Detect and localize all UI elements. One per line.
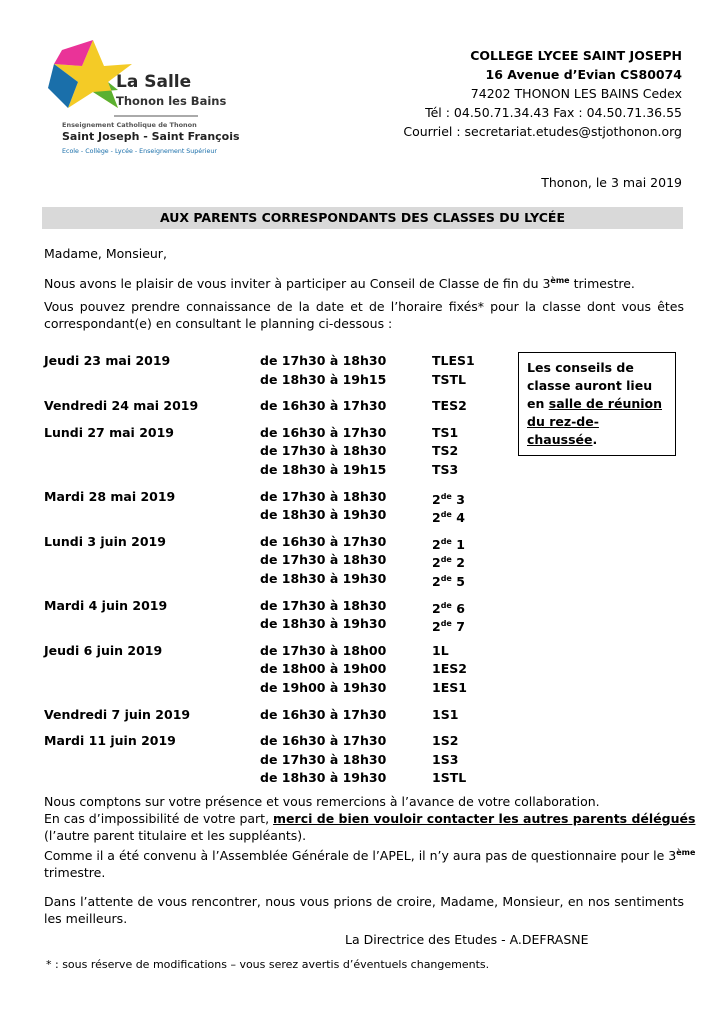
- class-name: TES2: [432, 398, 467, 414]
- schedule-row: [44, 642, 504, 661]
- invite-paragraph: [44, 272, 635, 292]
- schedule-date: Jeudi 23 mai 2019: [44, 353, 171, 368]
- class-name: 2: [432, 555, 441, 571]
- schedule-time: de 18h30 à 19h15: [260, 371, 387, 387]
- schedule-class: [432, 706, 504, 725]
- schedule-day: [44, 488, 504, 525]
- closing-line-5: trimestre.: [44, 865, 106, 881]
- schedule-day: [44, 424, 504, 480]
- schedule-row: [44, 551, 504, 570]
- class-name: 2: [432, 510, 441, 526]
- letter-date: Thonon, le 3 mai 2019: [541, 175, 682, 190]
- schedule-class: [432, 570, 504, 589]
- footnote: * : sous réserve de modifications – vous serez avertis d’éventuels changements.: [46, 958, 490, 971]
- schedule-row: [44, 352, 504, 371]
- location-note: [518, 352, 676, 456]
- schedule-time: de 17h30 à 18h30: [260, 597, 387, 613]
- schedule-row: [44, 615, 504, 634]
- schedule-date: [44, 679, 260, 698]
- schedule-date: Lundi 27 mai 2019: [44, 424, 174, 440]
- schedule-date: [44, 660, 260, 679]
- schedule-time: de 17h30 à 18h30: [260, 488, 387, 504]
- schedule-row: [44, 533, 504, 552]
- address-street: 16 Avenue d’Evian CS80074: [485, 67, 682, 82]
- class-number: 5: [451, 574, 465, 590]
- schedule-class: [432, 506, 504, 525]
- class-name: 2: [432, 600, 441, 616]
- invite-text: Nous avons le plaisir de vous inviter à participer au Conseil de Classe de fin du 3: [44, 276, 551, 292]
- schedule-row: [44, 506, 504, 525]
- class-name: 1S1: [432, 706, 459, 722]
- schedule-class: [432, 533, 504, 552]
- contact-parents-text: merci de bien vouloir contacter les autres parents délégués: [273, 811, 696, 826]
- invite-sup: ème: [550, 276, 570, 285]
- schedule-row: [44, 732, 504, 751]
- schedule-time: de 18h30 à 19h30: [260, 570, 387, 586]
- schedule-day: [44, 533, 504, 589]
- class-name: TLES1: [432, 353, 475, 368]
- schedule-date: [44, 751, 260, 770]
- closing-line-1: Nous comptons sur votre présence et vous remercions à l’avance de votre collaboration.: [44, 794, 600, 809]
- schedule-time: de 18h30 à 19h30: [260, 770, 387, 786]
- closing-line-2a: En cas d’impossibilité de votre part,: [44, 811, 274, 826]
- schedule-row: [44, 397, 504, 416]
- schedule-class: [432, 442, 504, 461]
- class-name: 1L: [432, 642, 449, 658]
- class-sup: de: [440, 555, 452, 565]
- class-name: 1ES1: [432, 679, 467, 695]
- address-city: 74202 THONON LES BAINS Cedex: [470, 86, 682, 101]
- class-name: 1ES2: [432, 661, 467, 677]
- class-name: 2: [432, 536, 441, 552]
- class-sup: de: [440, 573, 452, 583]
- class-sup: de: [440, 491, 452, 501]
- logo-place: Thonon les Bains: [116, 94, 227, 108]
- schedule-class: [432, 660, 504, 679]
- closing-line-2: [44, 810, 696, 827]
- schedule-date: Mardi 4 juin 2019: [44, 597, 168, 613]
- logo-tagline: Enseignement Catholique de Thonon: [62, 121, 197, 129]
- schedule-date: [44, 442, 260, 461]
- note-period: .: [592, 432, 598, 447]
- schedule-row: [44, 660, 504, 679]
- schedule-row: [44, 769, 504, 788]
- schedule-time: de 19h00 à 19h30: [260, 679, 387, 695]
- schedule-time: de 18h30 à 19h30: [260, 507, 387, 523]
- schedule-date: [44, 461, 260, 480]
- schedule-date: Jeudi 6 juin 2019: [44, 642, 163, 658]
- schedule-class: [432, 397, 504, 416]
- class-name: 1S2: [432, 733, 459, 749]
- logo-levels: Ecole - Collège - Lycée - Enseignement Supérieur: [62, 148, 217, 155]
- schedule-time: de 17h30 à 18h30: [260, 353, 387, 368]
- schedule-class: [432, 769, 504, 788]
- class-name: 2: [432, 491, 441, 507]
- note-location: salle de réunion du rez-de-chaussée: [527, 396, 663, 447]
- class-number: 6: [451, 600, 465, 616]
- class-sup: de: [440, 600, 452, 610]
- schedule-class: [432, 461, 504, 480]
- logo-name: La Salle: [116, 72, 192, 92]
- class-sup: de: [440, 510, 452, 520]
- school-name: COLLEGE LYCEE SAINT JOSEPH: [470, 48, 682, 63]
- schedule-day: [44, 597, 504, 634]
- class-name: 1STL: [432, 770, 467, 786]
- schedule-class: [432, 597, 504, 616]
- schedule-date: [44, 551, 260, 570]
- schedule-day: [44, 397, 504, 416]
- salutation: Madame, Monsieur,: [44, 246, 167, 261]
- schedule-class: [432, 642, 504, 661]
- class-number: 4: [451, 510, 465, 526]
- schedule-date: Vendredi 24 mai 2019: [44, 398, 199, 414]
- schedule-date: [44, 615, 260, 634]
- schedule-time: de 17h30 à 18h30: [260, 552, 387, 568]
- schedule-time: de 16h30 à 17h30: [260, 424, 387, 440]
- schedule-class: [432, 751, 504, 770]
- schedule-class: [432, 551, 504, 570]
- schedule-row: [44, 488, 504, 507]
- schedule-date: [44, 371, 260, 390]
- schedule-date: [44, 506, 260, 525]
- class-sup: de: [440, 536, 452, 546]
- class-sup: de: [440, 619, 452, 629]
- schedule-class: [432, 732, 504, 751]
- class-name: TSTL: [432, 371, 467, 387]
- closing-line-4a: Comme il a été convenu à l’Assemblée Générale de l’APEL, il n’y aura pas de questionnaire pour le 3: [44, 848, 677, 864]
- schedule-day: [44, 352, 504, 389]
- schedule-day: [44, 706, 504, 725]
- class-name: 1S3: [432, 751, 459, 767]
- closing-sup: ème: [676, 848, 696, 857]
- school-address: [403, 46, 682, 141]
- logo-schools: Saint Joseph - Saint François: [62, 130, 240, 143]
- class-name: 2: [432, 619, 441, 635]
- class-number: 1: [451, 536, 465, 552]
- class-name: TS3: [432, 461, 459, 477]
- schedule-table: [44, 352, 504, 796]
- schedule-time: de 16h30 à 17h30: [260, 398, 387, 414]
- schedule-date: Lundi 3 juin 2019: [44, 533, 166, 549]
- schedule-class: [432, 371, 504, 390]
- schedule-class: [432, 615, 504, 634]
- schedule-row: [44, 371, 504, 390]
- class-number: 2: [451, 555, 465, 571]
- schedule-date: [44, 769, 260, 788]
- signature: La Directrice des Etudes - A.DEFRASNE: [345, 932, 589, 947]
- schedule-row: [44, 679, 504, 698]
- schedule-row: [44, 442, 504, 461]
- regards-paragraph: Dans l’attente de vous rencontrer, nous vous prions de croire, Madame, Monsieur, en nos sentiments les meilleurs.: [44, 894, 684, 926]
- schedule-day: [44, 642, 504, 698]
- schedule-time: de 17h30 à 18h30: [260, 443, 387, 459]
- planning-paragraph: Vous pouvez prendre connaissance de la date et de l’horaire fixés* pour la classe dont vous êtes correspondant(e) en consultant le planning ci-dessous :: [44, 299, 684, 331]
- class-name: 2: [432, 574, 441, 590]
- schedule-date: Mardi 11 juin 2019: [44, 733, 176, 749]
- class-name: TS2: [432, 443, 459, 459]
- schedule-time: de 17h30 à 18h00: [260, 642, 387, 658]
- schedule-date: [44, 570, 260, 589]
- email: Courriel : secretariat.etudes@stjothonon.org: [403, 124, 682, 139]
- schedule-time: de 18h30 à 19h15: [260, 461, 387, 477]
- schedule-row: [44, 570, 504, 589]
- class-number: 3: [451, 491, 465, 507]
- schedule-row: [44, 461, 504, 480]
- schedule-class: [432, 424, 504, 443]
- note-text: Les conseils de classe auront lieu en: [527, 360, 653, 411]
- schedule-time: de 16h30 à 17h30: [260, 706, 387, 722]
- letter-banner: AUX PARENTS CORRESPONDANTS DES CLASSES DU LYCÉE: [42, 207, 683, 229]
- schedule-row: [44, 424, 504, 443]
- schedule-time: de 17h30 à 18h30: [260, 751, 387, 767]
- schedule-day: [44, 732, 504, 788]
- schedule-date: Mardi 28 mai 2019: [44, 488, 176, 504]
- schedule-time: de 16h30 à 17h30: [260, 533, 387, 549]
- phone-fax: Tél : 04.50.71.34.43 Fax : 04.50.71.36.55: [425, 105, 682, 120]
- schedule-row: [44, 597, 504, 616]
- class-number: 7: [451, 619, 465, 635]
- closing-paragraph: [44, 793, 696, 881]
- schedule-time: de 18h30 à 19h30: [260, 616, 387, 632]
- class-name: TS1: [432, 424, 459, 440]
- schedule-class: [432, 352, 504, 371]
- schedule-time: de 16h30 à 17h30: [260, 733, 387, 749]
- schedule-class: [432, 488, 504, 507]
- schedule-row: [44, 751, 504, 770]
- schedule-date: Vendredi 7 juin 2019: [44, 706, 191, 722]
- schedule-class: [432, 679, 504, 698]
- schedule-time: de 18h00 à 19h00: [260, 661, 387, 677]
- closing-line-3: (l’autre parent titulaire et les suppléants).: [44, 828, 307, 843]
- closing-line-4: [44, 844, 696, 864]
- schedule-row: [44, 706, 504, 725]
- invite-text-end: trimestre.: [569, 276, 635, 292]
